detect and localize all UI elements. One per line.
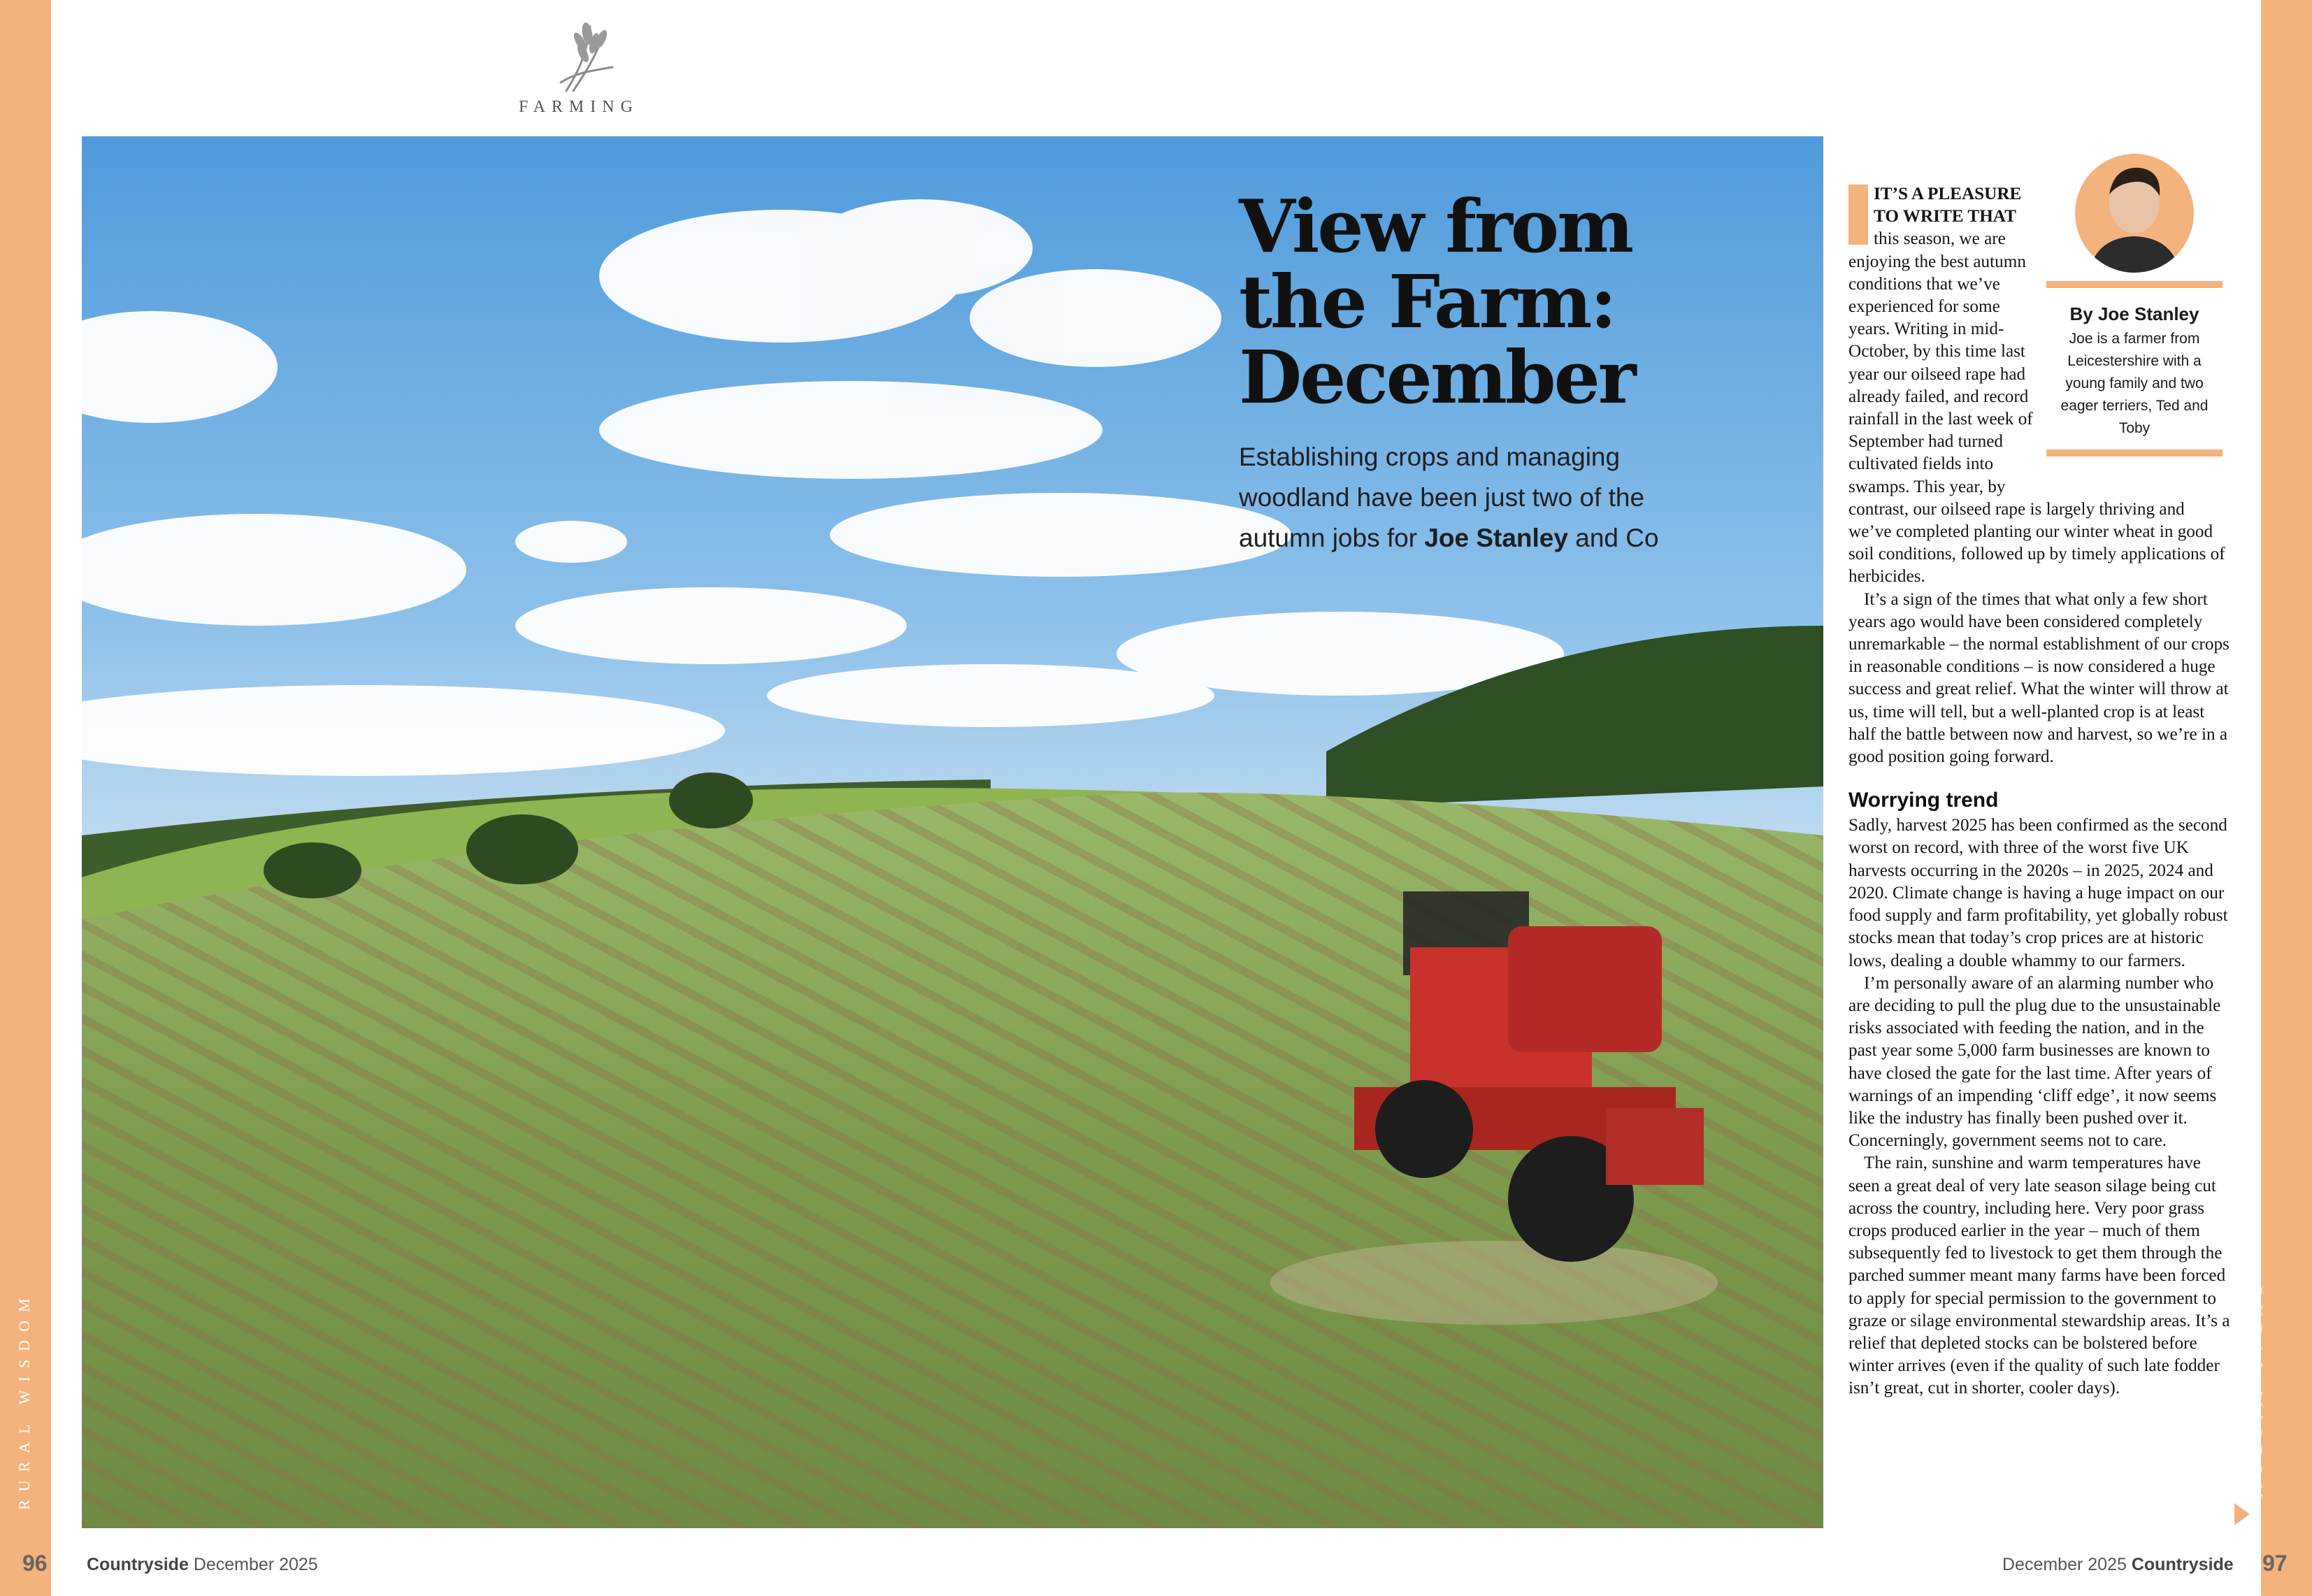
folio-right xyxy=(2002,1555,2234,1575)
page-number-left: 96 xyxy=(22,1551,48,1576)
lead-caps: IT’S A PLEASURE TO WRITE THAT xyxy=(1874,185,2022,227)
folio-left xyxy=(87,1555,318,1575)
standfirst-text-end: and Co xyxy=(1567,524,1659,552)
standfirst-text: Establishing crops and managing woodland have been just two of the autumn jobs for xyxy=(1239,443,1645,552)
side-label-right: RURAL WISDOM xyxy=(2248,1286,2266,1507)
dropcap-bar xyxy=(1848,185,1868,245)
article-paragraph-2: It’s a sign of the times that what only a few short years ago would have been considered completely unremarkable – the normal establishment of our crops in reasonable conditions – is now considered a huge success and great relief. What the winter will throw at us, time will tell, but a well-planted crop is at least half the battle between now and harvest, so we’re in a good position going forward. xyxy=(1848,589,2230,767)
headline-line-1: View from xyxy=(1239,183,1632,269)
author-byline: By Joe Stanley xyxy=(2069,303,2199,324)
headline-line-2: the Farm: xyxy=(1239,259,1615,345)
lead-text: this season, we are enjoying the best autumn conditions that we’ve experienced for some years. Writing in mid-October, by this time last year our oilseed rape had already failed, and record rainfall in the last week of September had turned cultivated fields into swamps. This year, by contrast, our oilseed rape is largely thriving and we’ve completed planting our winter wheat in good soil conditions, followed up by timely applications of herbicides. xyxy=(1848,229,2225,587)
headline xyxy=(1239,183,1742,420)
headline-line-3: December xyxy=(1239,334,1635,420)
wheat-sheaf-icon xyxy=(545,13,629,110)
right-accent-strip xyxy=(2261,0,2312,1596)
article-subhead: Worrying trend xyxy=(1848,789,1999,812)
article-paragraph-3: Sadly, harvest 2025 has been confirmed as the second worst on record, with three of the worst five UK harvests occurring in the 2020s – in 2025, 2024 and 2020. Climate change is having a huge impact on our food supply and farm profitability, yet globally robust stocks mean that today’s crop prices are at historic lows, dealing a double whammy to our farmers. xyxy=(1848,816,2228,970)
article-paragraph-4: I’m personally aware of an alarming number who are deciding to pull the plug due to the unsustainable risks associated with feeding the nation, and in the past year some 5,000 farm businesses are known to have closed the gate for the last time. After years of warnings of an impending ‘cliff edge’, it now seems like the industry has finally been pushed over it. Concerningly, government seems not to care. xyxy=(1848,973,2221,1151)
standfirst xyxy=(1239,437,1728,559)
article-body xyxy=(1848,183,2232,1400)
author-bio: Joe is a farmer from Leicestershire with a young family and two eager terriers, Ted and Toby xyxy=(2060,331,2209,436)
folio-left-magazine: Countryside xyxy=(87,1555,189,1574)
folio-right-magazine: Countryside xyxy=(2131,1555,2234,1574)
article-paragraph-5: The rain, sunshine and warm temperatures have seen a great deal of very late season silage being cut across the country, including here. Very poor grass crops produced earlier in the year – much of them subsequently fed to livestock to get them through the parched summer meant many farms have been forced to apply for special permission to the government to graze or silage environmental stewardship areas. It’s a relief that depleted stocks can be bolstered before winter arrives (even if the quality of such late fodder isn’t great, cut in shorter, cooler days). xyxy=(1848,1153,2230,1398)
folio-left-issue: December 2025 xyxy=(193,1555,318,1574)
continue-arrow-icon xyxy=(2234,1503,2250,1525)
folio-right-issue: December 2025 xyxy=(2002,1555,2127,1574)
section-label: FARMING xyxy=(519,98,639,116)
page-number-right: 97 xyxy=(2262,1551,2288,1576)
standfirst-author-name: Joe Stanley xyxy=(1424,524,1568,552)
side-label-left: RURAL WISDOM xyxy=(15,1290,33,1510)
